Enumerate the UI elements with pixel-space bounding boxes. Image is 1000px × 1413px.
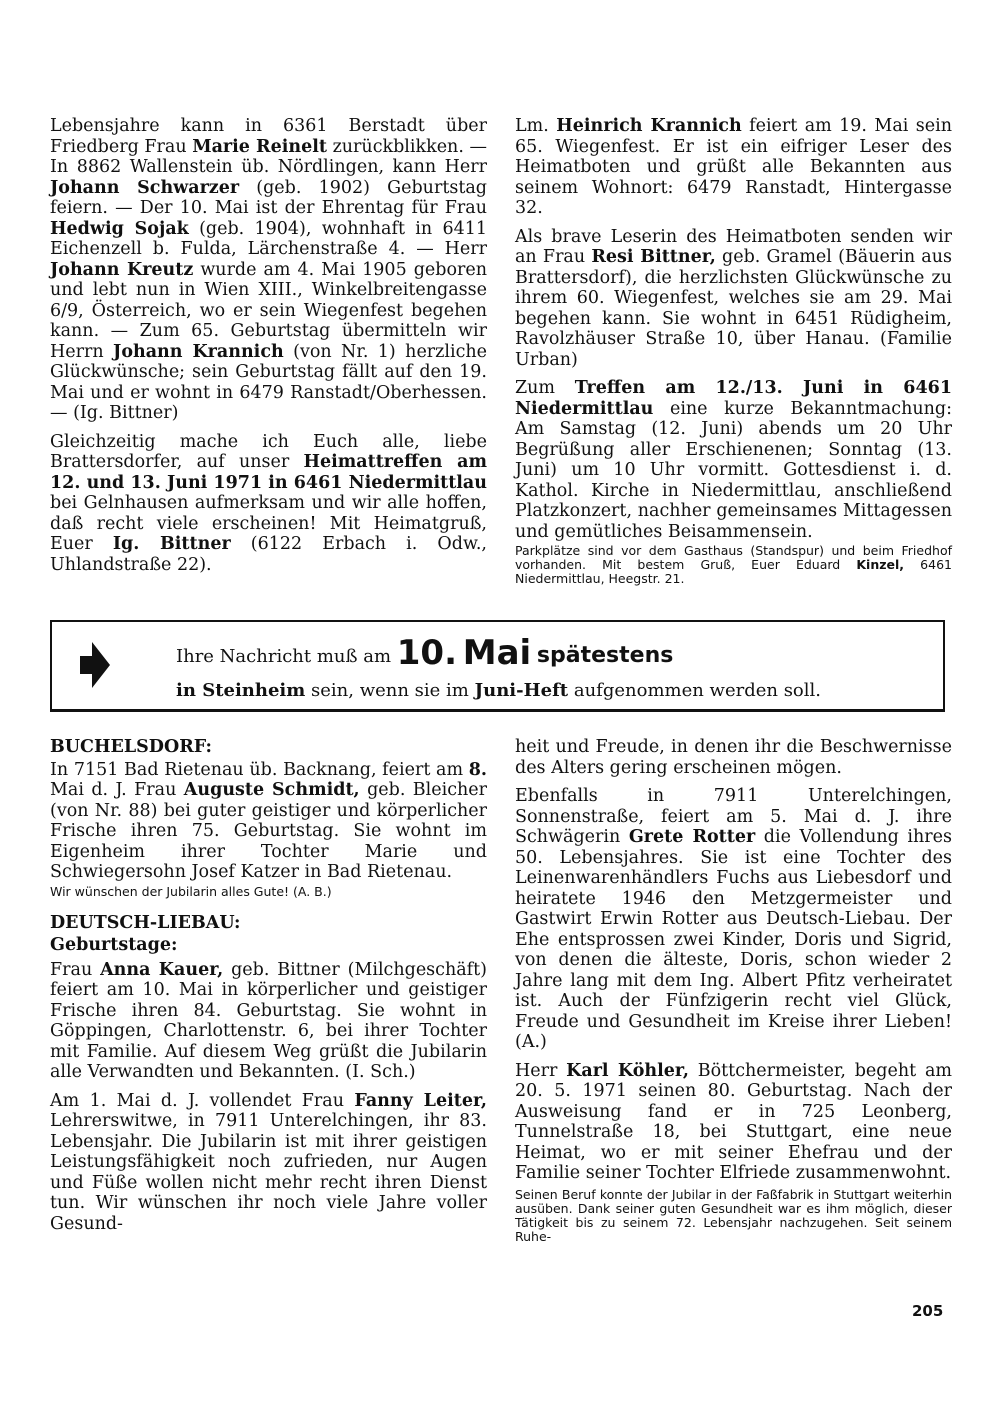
text-run: Lehrerswitwe, in 7911 Unterelchingen, ihr 83. Lebensjahr. Die Jubilarin ist mit ihrer geistigen Leistungsfähigkeit noch zufrieden, nur Augen und Füße wollen nicht mehr recht ihren Dienst tun. Wir wünschen ihr noch viele Jahre voller Gesund- (50, 1111, 487, 1234)
bold-name: in Steinheim (176, 680, 306, 701)
notice-line-deadline (176, 633, 936, 674)
bold-name: Heinrich Krannich (556, 116, 742, 136)
text-run: Ebenfalls in 7911 Unterelchingen, Sonnenstraße, feiert am 5. Mai d. J. ihre Schwägerin (515, 786, 952, 847)
paragraph-anna-kauer (50, 960, 487, 1083)
bold-name: Resi Bittner, (591, 247, 716, 267)
text-run: wurde am 4. Mai 1905 geboren und lebt nun in Wien XIII., Winkelbreitengasse 6/9, Österreich, wo er sein Wiegenfest begehen kann. — Zum 65. Geburtstag übermitteln wir Herrn (50, 259, 487, 362)
notice-line-location (176, 680, 936, 702)
paragraph-heinrich-krannich (515, 116, 952, 219)
text-run: Böttchermeister, begeht am 20. 5. 1971 seinen 80. Geburtstag. Nach der Ausweisung fand er in 725 Leonberg, Tunnelstraße 18, bei Stuttgart, eine neue Heimat, wo er mit seiner Ehefrau und der Familie seiner Tochter Elfriede zusammenwohnt. (515, 1060, 952, 1183)
bold-name: Kinzel, (856, 557, 905, 572)
text-run: Parkplätze sind vor dem Gasthaus (Standspur) und beim Friedhof vorhanden. Mit bestem Gruß, Euer Eduard (515, 543, 952, 572)
paragraph-fanny-leiter (50, 1091, 487, 1235)
text-run: eine kurze Bekanntmachung: Am Samstag (12. Juni) abends um 20 Uhr Begrüßung aller Erschienenen; Sonntag (13. Juni) um 10 Uhr vormitt. Gottesdienst i. d. Kathol. Kirche in Niedermittlau, anschließend Platzkonzert, nachher gemeinsames Mittagessen und gemütliches Beisammensein. (515, 398, 952, 542)
text-run: zurückblikken. — In 8862 Wallenstein üb. Nördlingen, kann Herr (50, 136, 487, 177)
subheading-geburtstage: Geburtstage: (50, 935, 178, 955)
text-run: (geb. 1904), wohnhaft in 6411 Eichenzell b. Fulda, Lärchenstraße 4. — Herr (50, 218, 487, 259)
text-run: Zum (515, 378, 575, 398)
column-top-left (50, 116, 487, 575)
section-heading-deutsch-liebau: DEUTSCH-LIEBAU: (50, 912, 241, 933)
paragraph-auguste-schmidt (50, 760, 487, 883)
text-run: (von Nr. 1) herzliche Glückwünsche; sein Geburtstag fällt auf den 19. Mai und er wohnt in 6479 Ranstadt/Oberhessen. — (Ig. Bittner) (50, 341, 488, 423)
text-run: geb. Bleicher (von Nr. 88) bei guter geistiger und körperlicher Frische ihren 75. Geburtstag. Sie wohnt im Eigenheim ihrer Tochter Marie und Schwiegersohn Josef Katzer in Bad Rietenau. (50, 780, 487, 882)
text-run: Lm. (515, 116, 557, 136)
bold-name: Heimattreffen am 12. und 13. Juni 1971 in 6461 Niedermittlau (50, 452, 487, 493)
text-run: (6122 Erbach i. Odw., Uhlandstraße 22). (50, 534, 487, 575)
paragraph-birthdays-berstadt (50, 116, 487, 424)
text-run: aufgenommen werden soll. (568, 680, 822, 701)
text-run: Am 1. Mai d. J. vollendet Frau (50, 1090, 355, 1111)
notice-date-month: Mai (462, 633, 532, 673)
deadline-notice-box (50, 620, 945, 712)
bold-name: Hedwig Sojak (50, 218, 189, 239)
text-run: Mai d. J. Frau (50, 780, 184, 800)
bold-name: Marie Reinelt (192, 136, 327, 157)
text-run: Lebensjahre kann in 6361 Berstadt über Friedberg Frau (50, 116, 487, 157)
bold-name: Grete Rotter (628, 827, 756, 847)
notice-prefix: Ihre Nachricht muß am (176, 646, 397, 667)
paragraph-continuation (515, 737, 952, 778)
text-run: geb. Bittner (Milchgeschäft) feiert am 10. Mai in körperlicher und geistiger Frische ihren 84. Geburtstag. Sie wohnt in Göppingen, Charlottenstr. 6, bei ihrer Tochter mit Familie. Auf diesem Weg grüßt die Jubilarin alle Verwandten und Bekannten. (I. Sch.) (50, 959, 488, 1082)
text-run: Herr (515, 1060, 567, 1081)
notice-deadline-word: spätestens (536, 643, 674, 668)
bold-name: Johann Kreutz (50, 259, 194, 280)
text-run: feiert am 19. Mai sein 65. Wiegenfest. Er ist ein eifriger Leser des Heimatboten und grüßt alle Bekannten aus seinem Wohnort: 6479 Ranstadt, Hintergasse 32. (515, 116, 952, 218)
paragraph-parking-note (515, 544, 952, 586)
bold-name: Johann Krannich (113, 341, 284, 362)
paragraph-karl-koehler (515, 1061, 952, 1184)
bold-name: Anna Kauer, (100, 959, 224, 980)
bold-name: Fanny Leiter, (354, 1090, 488, 1111)
text-run: In 7151 Bad Rietenau üb. Backnang, feiert am (50, 759, 469, 780)
text-run: (geb. 1902) Geburtstag feiern. — Der 10. Mai ist der Ehrentag für Frau (50, 177, 487, 218)
column-bottom-right (515, 737, 952, 1244)
paragraph-resi-bittner (515, 227, 952, 371)
column-top-right (515, 116, 952, 586)
bold-name: Johann Schwarzer (50, 177, 240, 198)
column-bottom-left (50, 737, 487, 1234)
paragraph-grete-rotter (515, 786, 952, 1053)
text-run: Als brave Leserin des Heimatboten senden wir an Frau (515, 226, 952, 267)
paragraph-karl-koehler-note: Seinen Beruf konnte der Jubilar in der Faßfabrik in Stuttgart weiterhin ausüben. Dank seiner guten Gesundheit war es ihm möglich, dieser Tätigkeit bis zu seinem 72. Lebensjahr nachzugehen. Seit seinem Ruhe- (515, 1186, 952, 1244)
bold-name: 8. (468, 759, 487, 780)
text-run: Frau (50, 959, 101, 980)
text-run: die Vollendung ihres 50. Lebensjahres. Sie ist eine Tochter des Leinenwarenhändlers Fuchs aus Liebesdorf und heiratete 1946 den Metzgermeister und Gastwirt Erwin Rotter aus Deutsch-Liebau. Der Ehe entsprossen zwei Kinder, Doris und Sigrid, von denen die älteste, Doris, schon wieder 2 Jahre lang mit dem Ing. Albert Pfitz verheiratet ist. Auch der Fünfzigerin recht viel Glück, Freude und Gesundheit im Kreise ihrer Lieben! (A.) (515, 827, 952, 1052)
text-run: geb. Gramel (Bäuerin aus Brattersdorf), die herzlichsten Glückwünsche zu ihrem 60. Wiegenfest, welches sie am 29. Mai begehen kann. Sie wohnt in 6451 Rüdigheim, Ravolzhäuser Straße 10, über Hanau. (Familie Urban) (515, 247, 952, 370)
notice-date-day: 10. (396, 633, 457, 673)
text-run: Gleichzeitig mache ich Euch alle, liebe Brattersdorfer, auf unser (50, 431, 487, 472)
text-run: 6461 Niedermittlau, Heegstr. 21. (515, 557, 952, 586)
text-run: heit und Freude, in denen ihr die Beschwernisse des Alters gering erscheinen mögen. (515, 737, 952, 778)
text-run: sein, wenn sie im (305, 680, 475, 701)
bold-name: Treffen am 12./13. Juni in 6461 Niedermittlau (515, 378, 952, 419)
bold-name: Auguste Schmidt, (183, 780, 360, 800)
bold-name: Ig. Bittner (112, 534, 231, 554)
section-heading-buchelsdorf: BUCHELSDORF: (50, 737, 213, 757)
bold-name: Juni-Heft (474, 680, 569, 701)
paragraph-heimattreffen-invitation (50, 432, 487, 576)
paragraph-treffen-announcement (515, 378, 952, 542)
page-number: 205 (912, 1302, 944, 1320)
bold-name: Karl Köhler, (566, 1060, 689, 1081)
paragraph-wishes-note: Wir wünschen der Jubilarin alles Gute! (A. B.) (50, 883, 332, 899)
text-run: bei Gelnhausen aufmerksam und wir alle hoffen, daß recht viele erscheinen! Mit Heimatgruß, Euer (50, 493, 487, 554)
arrow-right-icon (80, 638, 110, 692)
